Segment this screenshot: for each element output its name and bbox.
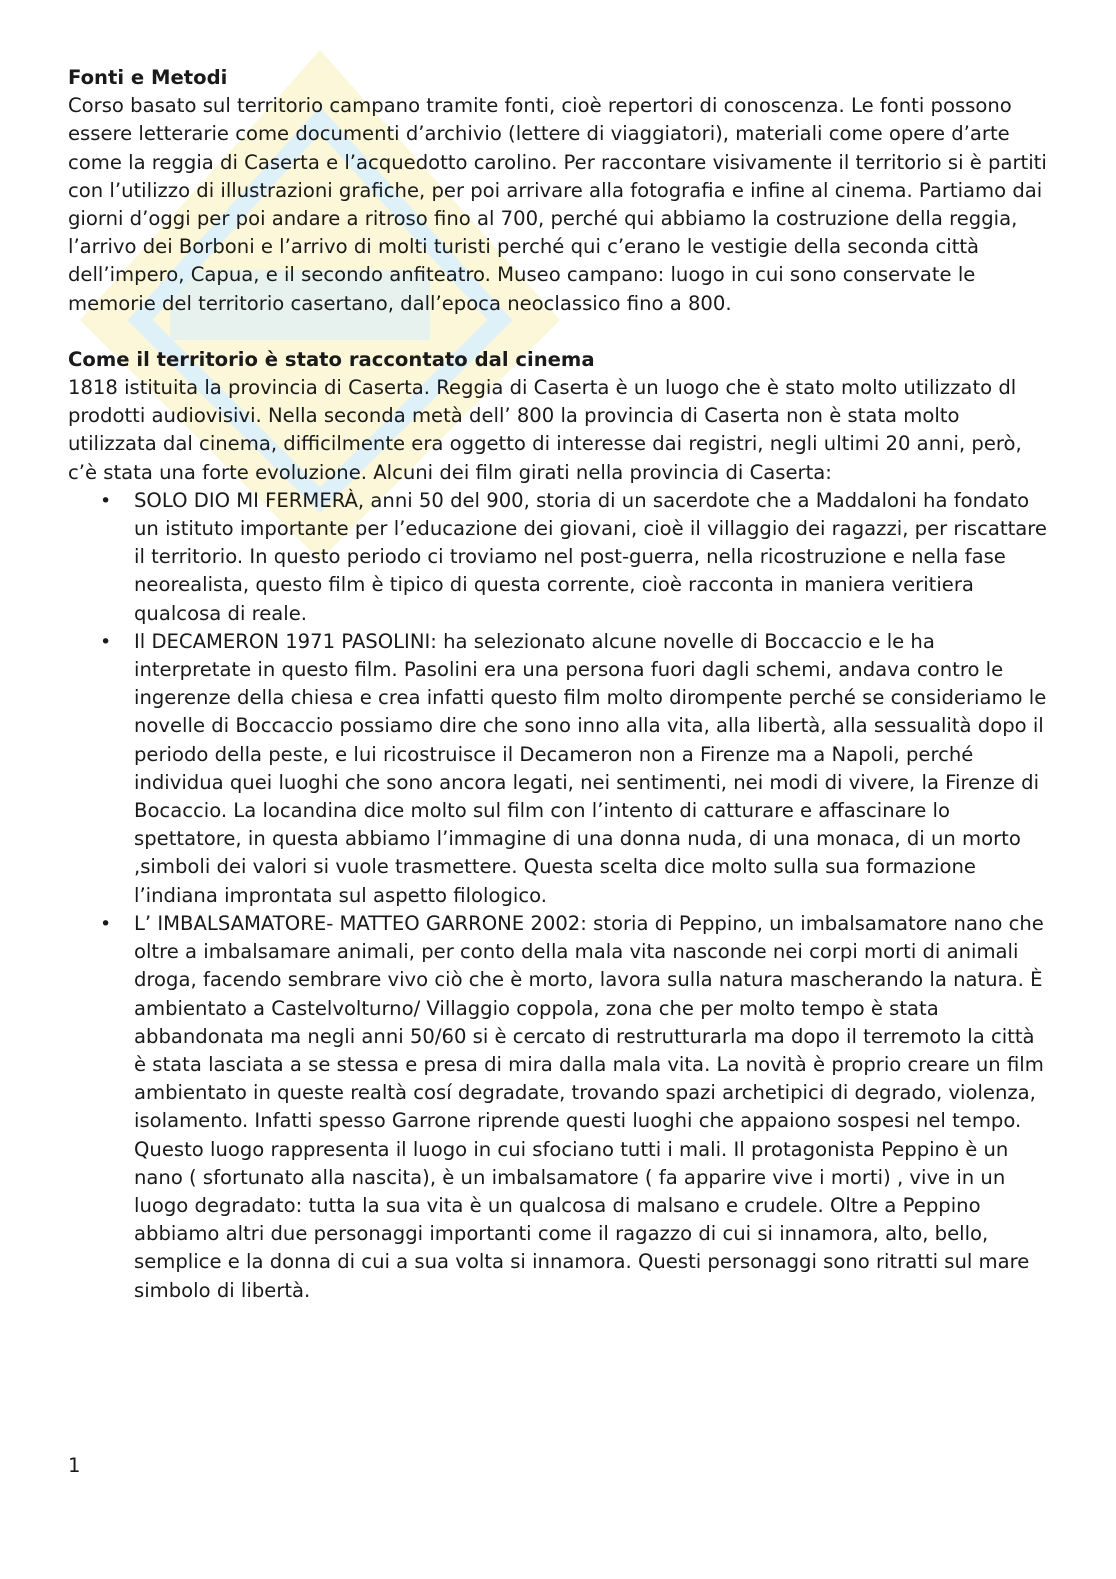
bullet-icon: • [100, 630, 112, 653]
list-item [68, 910, 1048, 1305]
bullet-icon: • [100, 489, 112, 512]
list-item [68, 487, 1048, 628]
section-paragraph-fonti: Corso basato sul territorio campano tramite fonti, cioè repertori di conoscenza. Le fonti possono essere letterarie come documenti d’archivio (lettere di viaggiatori), materiali come opere d’arte come la reggia di Caserta e l’acquedotto carolino. Per raccontare visivamente il territorio si è partiti con l’utilizzo di illustrazioni grafiche, per poi arrivare alla fotografia e infine al cinema. Partiamo dai giorni d’oggi per poi andare a ritroso fino al 700, perché qui abbiamo la costruzione della reggia, l’arrivo dei Borboni e l’arrivo di molti turisti perché qui c’erano le vestigie della seconda città dell’impero, Capua, e il secondo anfiteatro. Museo campano: luogo in cui sono conservate le memorie del territorio casertano, dall’epoca neoclassico fino a 800. [68, 94, 1047, 315]
list-item-text: Il DECAMERON 1971 PASOLINI: ha selezionato alcune novelle di Boccaccio e le ha interpretate in questo film. Pasolini era una persona fuori dagli schemi, andava contro le ingerenze della chiesa e crea infatti questo film molto dirompente perché se consideriamo le novelle di Boccaccio possiamo dire che sono inno alla vita, alla libertà, alla sessualità dopo il periodo della peste, e lui ricostruisce il Decameron non a Firenze ma a Napoli, perché individua quei luoghi che sono ancora legati, nei sentimenti, nei modi di vivere, la Firenze di Bocaccio. La locandina dice molto sul film con l’intento di catturare e affascinare lo spettatore, in questa abbiamo l’immagine di una donna nuda, di una monaca, di un morto ,simboli dei valori si vuole trasmettere. Questa scelta dice molto sulla sua formazione l’indiana improntata sul aspetto filologico. [134, 629, 1047, 907]
list-item-text: L’ IMBALSAMATORE- MATTEO GARRONE 2002: storia di Peppino, un imbalsamatore nano che oltre a imbalsamare animali, per conto della mala vita nasconde nei corpi morti di animali droga, facendo sembrare vivo ciò che è morto, lavora sulla natura mascherando la natura. È ambientato a Castelvolturno/ Villaggio coppola, zona che per molto tempo è stata abbandonata ma negli anni 50/60 si è cercato di restrutturarla ma dopo il terremoto la città è stata lasciata a se stessa e presa di mira dalla mala vita. La novità è proprio creare un film ambientato in queste realtà cosí degradate, trovando spazi archetipici di degrado, violenza, isolamento. Infatti spesso Garrone riprende questi luoghi che appaiono sospesi nel tempo. Questo luogo rappresenta il luogo in cui sfociano tutti i mali. Il protagonista Peppino è un nano ( sfortunato alla nascita), è un imbalsamatore ( fa apparire vive i morti) , vive in un luogo degradato: tutta la sua vita è un qualcosa di malsano e crudele. Oltre a Peppino abbiamo altri due personaggi importanti come il ragazzo di cui si innamora, alto, bello, semplice e la donna di cui a sua volta si innamora. Questi personaggi sono ritratti sul mare simbolo di libertà. [134, 911, 1044, 1302]
section-title-cinema: Come il territorio è stato raccontato dal cinema [68, 347, 595, 371]
film-list [68, 487, 1048, 1305]
list-item-text: SOLO DIO MI FERMERÀ, anni 50 del 900, storia di un sacerdote che a Maddaloni ha fondato un istituto importante per l’educazione dei giovani, cioè il villaggio dei ragazzi, per riscattare il territorio. In questo periodo ci troviamo nel post-guerra, nella ricostruzione e nella fase neorealista, questo film è tipico di questa corrente, cioè racconta in maniera veritiera qualcosa di reale. [134, 488, 1047, 625]
list-item [68, 628, 1048, 910]
page-number: 1 [68, 1454, 81, 1477]
paragraph-spacer [68, 318, 1048, 346]
bullet-icon: • [100, 912, 112, 935]
section-paragraph-cinema: 1818 istituita la provincia di Caserta. Reggia di Caserta è un luogo che è stato molto utilizzato dl prodotti audiovisivi. Nella seconda metà dell’ 800 la provincia di Caserta non è stata molto utilizzata dal cinema, difficilmente era oggetto di interesse dai registri, negli ultimi 20 anni, però, c’è stata una forte evoluzione. Alcuni dei film girati nella provincia di Caserta: [68, 376, 1022, 484]
document-page [68, 64, 1048, 1305]
section-title-fonti-e-metodi: Fonti e Metodi [68, 66, 228, 89]
